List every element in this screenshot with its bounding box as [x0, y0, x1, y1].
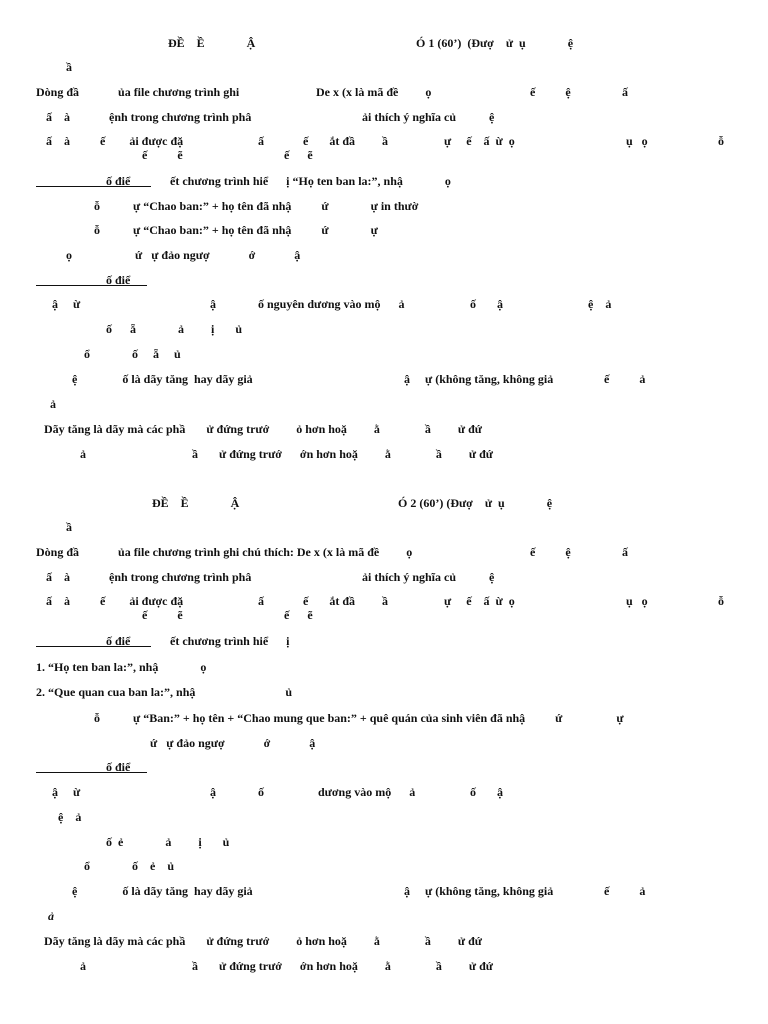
exam-1-definition-decreasing-a: ả: [80, 447, 86, 461]
exam-2-part2-c: ổ ố ẻ ủ: [84, 859, 174, 873]
exam-1-line3sub-b: ế ẽ: [284, 148, 313, 162]
exam-2-line3c: ự ế ấ ừ ọ: [444, 594, 515, 608]
exam-1-part1-label: ố điể: [106, 174, 131, 188]
exam-2-part2-b: ố ẻ ả ị ủ: [106, 835, 230, 849]
exam-1-part2-d3: ế ả: [604, 372, 646, 386]
exam-1-part2-a: ậ ừ: [52, 297, 81, 311]
exam-2-line3sub-a: ế ẽ: [142, 608, 183, 622]
exam-1-part1-bullet-2: ỗ ự “Chao ban:” + họ tên đã nhậ ứ ự: [94, 223, 378, 237]
exam-1-title-cont: ầ: [66, 60, 72, 74]
exam-1-part2-d2: ậ ự (không tăng, không giả: [404, 372, 554, 386]
exam-2-line3d: ụ ọ: [626, 594, 648, 608]
exam-2-definition-decreasing-b: ầ ử đứng trướ ớn hơn hoặ ằ ầ ử đứ: [192, 959, 493, 973]
exam-1-intro-c: ế ệ: [530, 85, 571, 99]
exam-1-line2b: ải thích ý nghĩa củ ệ: [362, 110, 495, 124]
exam-1-part2-label: ố điể: [106, 273, 131, 287]
exam-1-intro-d: ấ: [622, 85, 628, 99]
exam-1-line2a: ấ à ệnh trong chương trình phâ: [46, 110, 252, 124]
exam-2-part2-a3: ố ậ: [470, 785, 503, 799]
exam-1-part2-b: ố ẵ ả ị ủ: [106, 322, 243, 336]
exam-2-part1-label: ố điể: [106, 634, 131, 648]
exam-2-part1-bullet-1: ỗ ự “Ban:” + họ tên + “Chao mung que ban:” + quê quán của sinh viên đã nhậ ứ ự: [94, 711, 624, 725]
exam-1-definition-increasing: Dãy tăng là dãy mà các phầ ử đứng trướ ỏ hơn hoặ ằ ầ ử đứ: [44, 422, 482, 436]
exam-2-intro-a: Dòng đầ ủa file chương trình ghi chú thích: De x (x là mã đề ọ: [36, 545, 413, 559]
exam-1-part2-rule: [36, 285, 147, 286]
exam-1-line3e: ỗ: [718, 134, 724, 148]
exam-1-title-right: Ó 1 (60’) (Đượ ử ụ ệ: [416, 36, 574, 50]
exam-2-question-2: 2. “Que quan cua ban la:”, nhậ ủ: [36, 685, 293, 699]
exam-2-definition-increasing: Dãy tăng là dãy mà các phầ ử đứng trướ ỏ hơn hoặ ằ ầ ử đứ: [44, 934, 482, 948]
exam-1-part2-c: ổ ố ẵ ủ: [84, 347, 181, 361]
exam-2-part2-a4: ệ ả: [58, 810, 82, 824]
exam-2-part1-rule: [36, 646, 151, 647]
exam-2-intro-b: ế ệ: [530, 545, 571, 559]
exam-2-line3b: ấ ế ắt đầ ầ: [258, 594, 388, 608]
exam-2-title-left: ĐỀ Ề Ậ: [152, 496, 240, 510]
exam-1-part1-bullet-1: ỗ ự “Chao ban:” + họ tên đã nhậ ứ ự in thườ: [94, 199, 419, 213]
exam-2-line3a: ấ à ế ải được đặ: [46, 594, 184, 608]
exam-2-part2-rule: [36, 772, 147, 773]
exam-2-part2-d3: ế ả: [604, 884, 646, 898]
exam-1-intro-b: De x (x là mã đề ọ: [316, 85, 432, 99]
exam-2-part2-d1: ệ ố là dãy tăng hay dãy giả: [72, 884, 253, 898]
exam-1-part1-rule: [36, 186, 151, 187]
exam-1-part1-bullet-3: ọ ứ ự đảo ngượ ớ ậ: [66, 248, 301, 262]
exam-1-part2-a2: ậ ố nguyên dương vào mộ ả: [210, 297, 405, 311]
exam-1-part2-a3: ố ậ: [470, 297, 503, 311]
exam-1-part2-a4: ệ ả: [588, 297, 612, 311]
exam-2-part1-bullet-2: ứ ự đảo ngượ ớ ậ: [150, 736, 316, 750]
exam-2-title-right: Ó 2 (60’) (Đượ ử ụ ệ: [398, 496, 553, 510]
exam-2-title-cont: ầ: [66, 520, 72, 534]
exam-1-line3a: ấ à ế ải được đặ: [46, 134, 184, 148]
exam-1-title-left: ĐỀ Ề Ậ: [168, 36, 256, 50]
exam-1-part2-d1: ệ ố là dãy tăng hay dãy giả: [72, 372, 253, 386]
exam-2-line2a: ấ à ệnh trong chương trình phâ: [46, 570, 252, 584]
exam-2-part2-a: ậ ừ: [52, 785, 81, 799]
exam-1-line3c: ự ế ấ ừ ọ: [444, 134, 515, 148]
exam-1-intro-a: Dòng đầ ủa file chương trình ghi: [36, 85, 240, 99]
exam-2-part2-a2: ậ ố dương vào mộ ả: [210, 785, 416, 799]
exam-2-line3e: ỗ: [718, 594, 724, 608]
exam-2-part1-text: ết chương trình hiể ị: [170, 634, 290, 648]
exam-2-line3sub-b: ế ẽ: [284, 608, 313, 622]
exam-2-question-1: 1. “Họ ten ban la:”, nhậ ọ: [36, 660, 207, 674]
exam-1-line3b: ấ ế ắt đầ ầ: [258, 134, 388, 148]
exam-2-intro-c: ấ: [622, 545, 628, 559]
exam-1-part1-text: ết chương trình hiể ị “Họ ten ban la:”, nhậ ọ: [170, 174, 451, 188]
exam-1-line3d: ụ ọ: [626, 134, 648, 148]
exam-2-line2b: ải thích ý nghĩa củ ệ: [362, 570, 495, 584]
exam-2-part2-label: ố điể: [106, 760, 131, 774]
exam-1-line3sub-a: ế ẽ: [142, 148, 183, 162]
exam-1-definition-decreasing-b: ầ ử đứng trướ ớn hơn hoặ ằ ầ ử đứ: [192, 447, 493, 461]
exam-2-definition-decreasing-a: ả: [80, 959, 86, 973]
exam-2-part2-e: ả: [48, 909, 54, 923]
exam-1-part2-e: ả: [50, 397, 56, 411]
exam-2-part2-d2: ậ ự (không tăng, không giả: [404, 884, 554, 898]
